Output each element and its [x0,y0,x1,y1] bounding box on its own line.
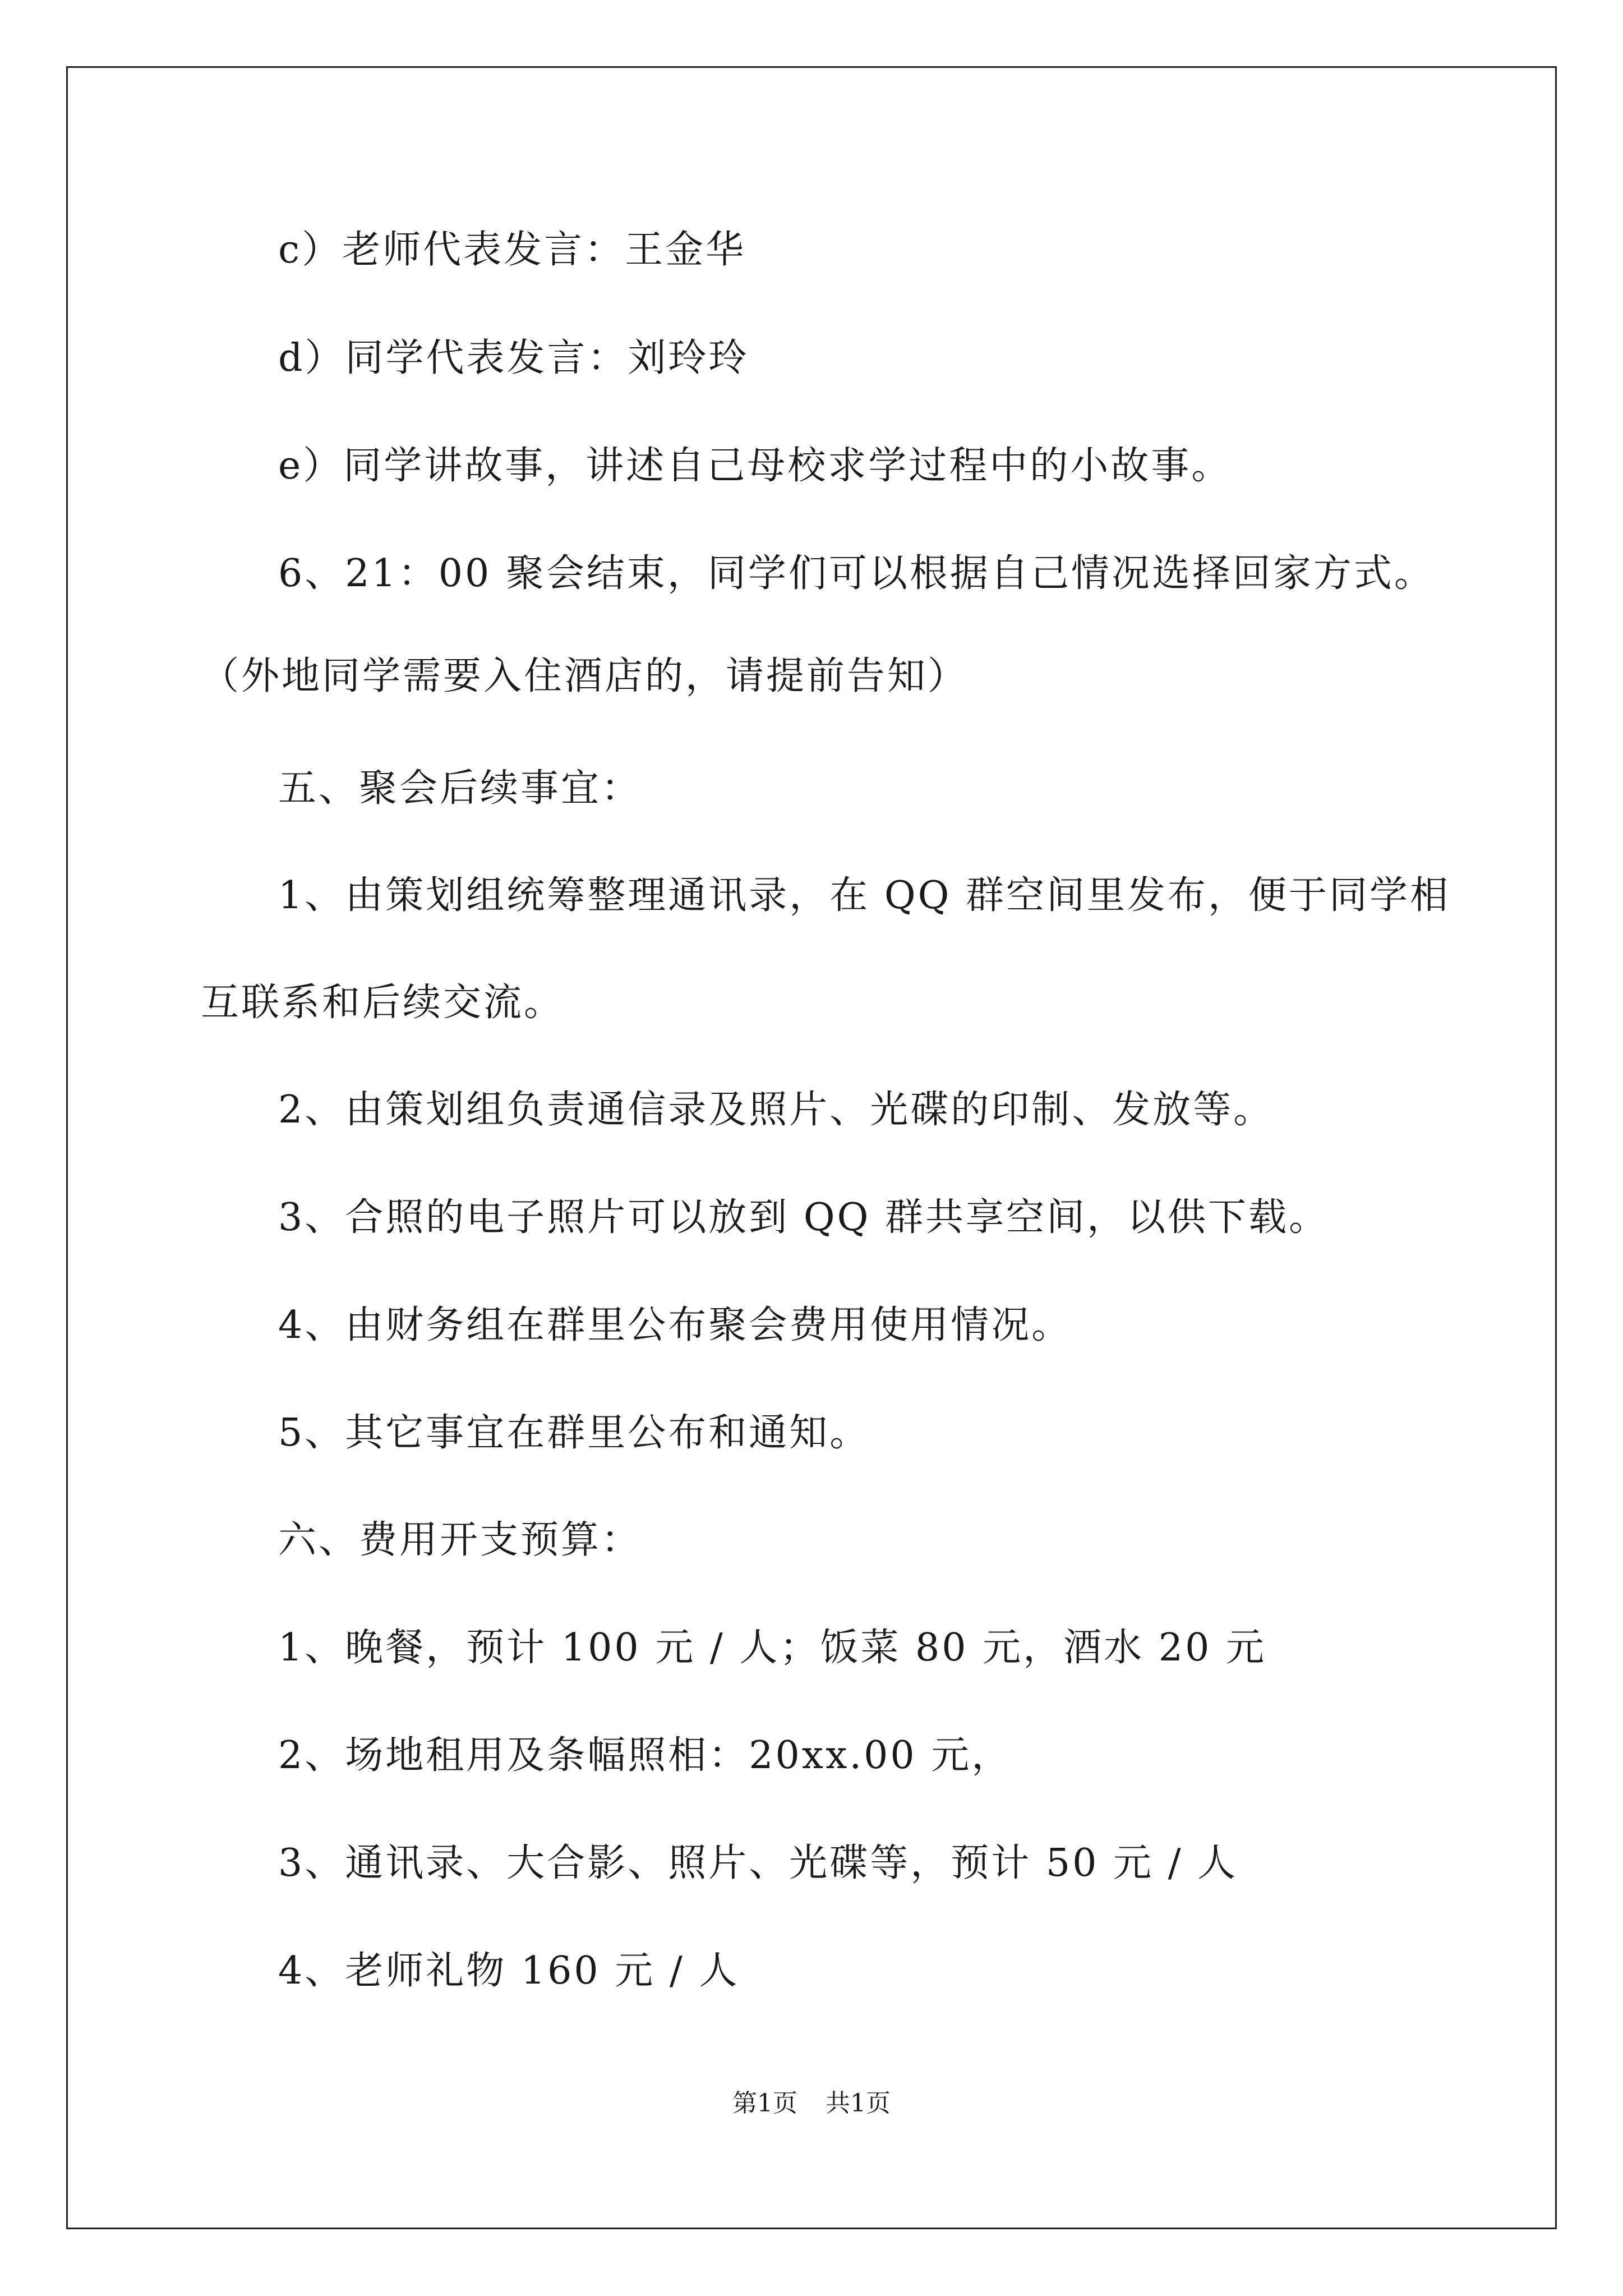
page-border [66,66,1557,2229]
page-total: 共1页 [826,2089,891,2118]
paragraph-line: 互联系和后续交流。 [201,981,565,1025]
paragraph-line: 4、由财务组在群里公布聚会费用使用情况。 [278,1303,1072,1347]
paragraph-line: 4、老师礼物 160 元 / 人 [278,1949,740,1993]
paragraph-line: 2、由策划组负责通信录及照片、光碟的印制、发放等。 [278,1088,1274,1132]
page-footer [0,2091,1623,2116]
paragraph-line: d）同学代表发言：刘玲玲 [278,336,749,380]
paragraph-line: 3、通讯录、大合影、照片、光碟等，预计 50 元 / 人 [278,1841,1238,1885]
paragraph-line: c）老师代表发言：王金华 [278,228,746,272]
paragraph-line: 2、场地租用及条幅照相：20xx.00 元， [278,1733,1012,1778]
paragraph-line: 3、合照的电子照片可以放到 QQ 群共享空间，以供下载。 [278,1195,1329,1240]
paragraph-line: 5、其它事宜在群里公布和通知。 [278,1411,870,1455]
page-number: 第1页 [732,2089,797,2118]
paragraph-line: e）同学讲故事，讲述自己母校求学过程中的小故事。 [278,444,1232,488]
section-heading: 六、费用开支预算： [278,1518,642,1562]
section-heading: 五、聚会后续事宜： [278,766,642,811]
paragraph-line: （外地同学需要入住酒店的，请提前告知） [201,654,969,698]
paragraph-line: 1、由策划组统筹整理通讯录，在 QQ 群空间里发布，便于同学相 [278,873,1450,918]
paragraph-line: 1、晚餐，预计 100 元 / 人；饭菜 80 元，酒水 20 元 [278,1626,1266,1670]
paragraph-line: 6、21：00 聚会结束，同学们可以根据自己情况选择回家方式。 [278,551,1435,596]
